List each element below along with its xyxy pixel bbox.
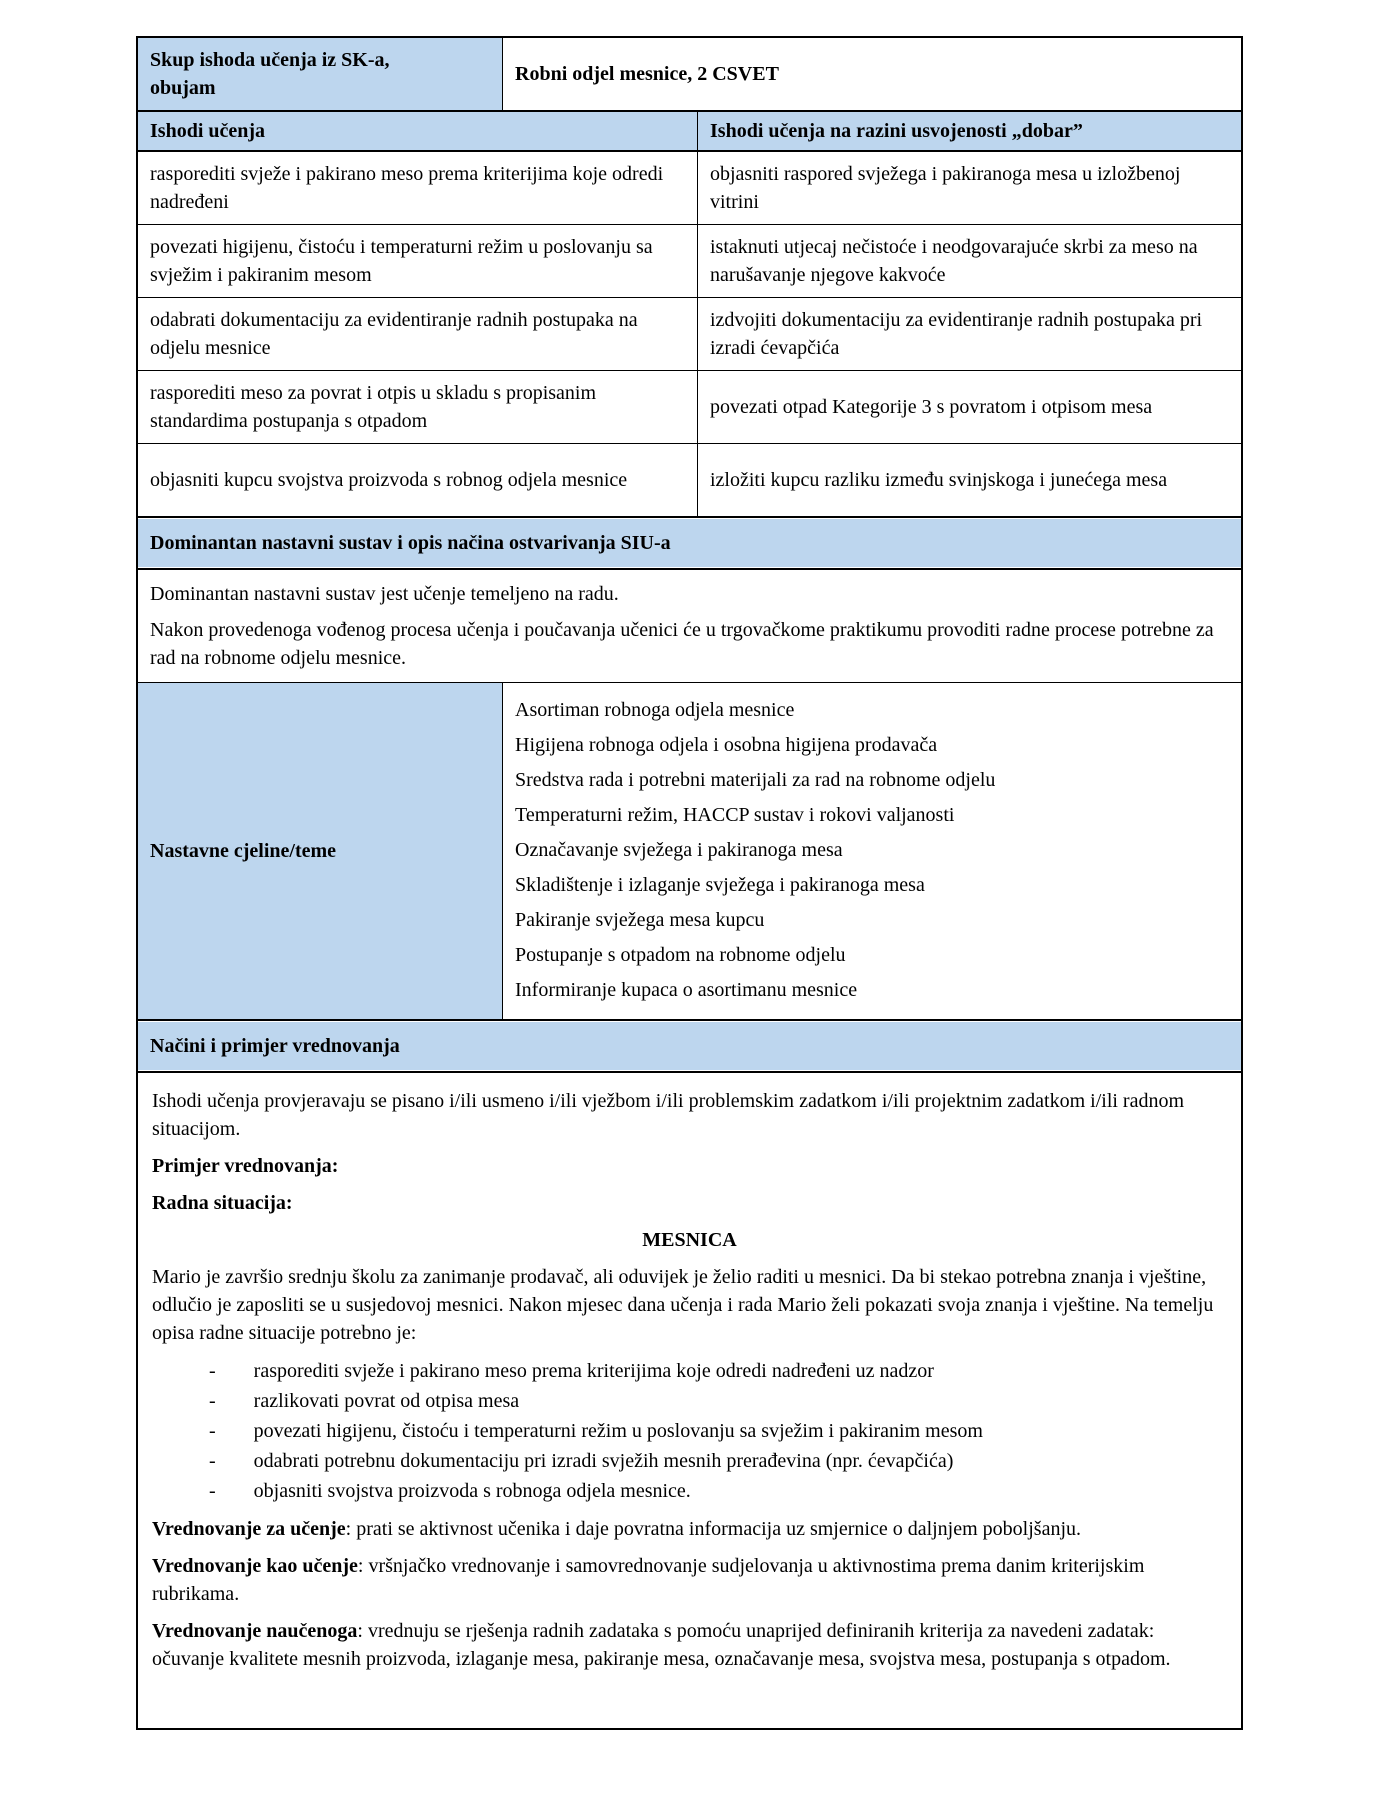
evaluation-situation-label: Radna situacija: [152,1192,293,1214]
dash-bullet: - [209,1360,216,1382]
dash-bullet: - [209,1420,216,1442]
assessment-paragraph [152,1552,1227,1608]
outcome-right-text: izložiti kupcu razliku između svinjskoga i junećega mesa [710,469,1168,491]
task-list [152,1356,1227,1506]
evaluation-section-body [138,1073,1241,1728]
assessment-text: : prati se aktivnost učenika i daje povratna informacija uz smjernice o daljnjem poboljšanju. [345,1518,1082,1540]
outcome-left [138,444,697,516]
assessment-lead: Vrednovanje za učenje [152,1518,346,1540]
units-row [138,683,1241,1020]
outcome-right [697,225,1241,297]
outcome-row-3 [138,298,1241,371]
outcome-row-2 [138,225,1241,298]
outcome-row-1 [138,152,1241,225]
evaluation-scenario: Mario je završio srednju školu za zanimanje prodavač, ali oduvijek je želio raditi u mesnici. Da bi stekao potrebna znanja i vještine, odlučio je zaposliti se u susjedovoj mesnici. Nakon mjesec dana učenja i rada Mario želi pokazati svoja znanja i vještine. Na temelju opisa radne situacije potrebno je: [152,1266,1214,1344]
topics-cell [502,683,1241,1019]
outcome-left-text: odabrati dokumentaciju za evidentiranje radnih postupaka na odjelu mesnice [150,309,638,359]
curriculum-table [136,36,1243,1730]
outcome-row-4 [138,371,1241,444]
units-label: Nastavne cjeline/teme [150,840,337,862]
dash-bullet: - [209,1390,216,1412]
evaluation-situation-title: MESNICA [642,1229,737,1251]
outcomes-header-row [138,112,1241,152]
outcome-right-text: povezati otpad Kategorije 3 s povratom i otpisom mesa [710,396,1153,418]
meta-value-cell [502,38,1241,110]
dominant-section-body [138,570,1241,683]
task-item [152,1416,1227,1446]
assessment-paragraph [152,1515,1227,1543]
meta-label-line2: obujam [150,77,216,99]
outcomes-header-left: Ishodi učenja [138,112,697,150]
topic-item: Označavanje svježega i pakiranoga mesa [515,839,843,861]
assessment-text: : vrednuju se rješenja radnih zadataka s pomoću unaprijed definiranih kriterija za navedeni zadatak: očuvanje kvalitete mesnih proizvoda, izlaganje mesa, pakiranje mesa, označavanje mesa, svojstva mesa, postupanja s otpadom. [152,1620,1171,1670]
outcome-left-text: objasniti kupcu svojstva proizvoda s robnog odjela mesnice [150,469,628,491]
meta-label-line1: Skup ishoda učenja iz SK-a, [150,49,390,71]
evaluation-intro: Ishodi učenja provjeravaju se pisano i/ili usmeno i/ili vježbom i/ili problemskim zadatkom i/ili projektnim zadatkom i/ili radnom situacijom. [152,1090,1185,1140]
outcome-row-5 [138,444,1241,517]
topic-item: Skladištenje i izlaganje svježega i pakiranoga mesa [515,874,925,896]
task-text: razlikovati povrat od otpisa mesa [253,1390,520,1412]
outcome-right [697,152,1241,224]
meta-row [138,38,1241,112]
assessment-lead: Vrednovanje kao učenje [152,1555,358,1577]
topic-item: Temperaturni režim, HACCP sustav i rokovi valjanosti [515,804,955,826]
outcome-left [138,152,697,224]
outcome-right-text: izdvojiti dokumentaciju za evidentiranje radnih postupaka pri izradi ćevapčića [710,309,1203,359]
outcomes-header-right: Ishodi učenja na razini usvojenosti „dobar” [697,112,1241,150]
dominant-paragraph-2: Nakon provedenoga vođenog procesa učenja i poučavanja učenici će u trgovačkome praktikumu provoditi radne procese potrebne za rad na robnome odjelu mesnice. [150,619,1214,669]
outcome-left-text: povezati higijenu, čistoću i temperaturni režim u poslovanju sa svježim i pakiranim mesom [150,236,653,286]
assessment-paragraph [152,1617,1227,1673]
task-text: rasporediti svježe i pakirano meso prema kriterijima koje odredi nadređeni uz nadzor [253,1360,934,1382]
outcome-right-text: objasniti raspored svježega i pakiranoga mesa u izložbenoj vitrini [710,163,1181,213]
task-item [152,1386,1227,1416]
topic-item: Sredstva rada i potrebni materijali za rad na robnome odjelu [515,769,996,791]
task-item [152,1476,1227,1506]
assessment-text: : vršnjačko vrednovanje i samovrednovanje sudjelovanja u aktivnostima prema danim kriterijskim rubrikama. [152,1555,1145,1605]
outcome-left [138,371,697,443]
outcome-right [697,444,1241,516]
evaluation-example-label: Primjer vrednovanja: [152,1155,339,1177]
task-item [152,1446,1227,1476]
task-text: povezati higijenu, čistoću i temperaturni režim u poslovanju sa svježim i pakiranim mesom [253,1420,983,1442]
outcome-right [697,298,1241,370]
dominant-section-title: Dominantan nastavni sustav i opis načina ostvarivanja SIU-a [138,519,1241,567]
outcome-left [138,225,697,297]
topic-item: Postupanje s otpadom na robnome odjelu [515,944,846,966]
task-text: odabrati potrebnu dokumentaciju pri izradi svježih mesnih prerađevina (npr. ćevapčića) [253,1450,954,1472]
outcome-left [138,298,697,370]
topic-item: Higijena robnoga odjela i osobna higijena prodavača [515,734,938,756]
dash-bullet: - [209,1480,216,1502]
assessment-lead: Vrednovanje naučenoga [152,1620,358,1642]
outcome-left-text: rasporediti meso za povrat i otpis u skladu s propisanim standardima postupanja s otpadom [150,382,597,432]
units-label-cell [138,683,502,1019]
evaluation-section-title: Načini i primjer vrednovanja [138,1022,1241,1070]
topic-item: Informiranje kupaca o asortimanu mesnice [515,979,858,1001]
dash-bullet: - [209,1450,216,1472]
dominant-paragraph-1: Dominantan nastavni sustav jest učenje temeljeno na radu. [150,583,619,605]
evaluation-section-title-row [138,1020,1241,1073]
meta-value: Robni odjel mesnice, 2 CSVET [515,63,779,85]
outcome-left-text: rasporediti svježe i pakirano meso prema kriterijima koje odredi nadređeni [150,163,664,213]
task-text: objasniti svojstva proizvoda s robnoga odjela mesnice. [253,1480,691,1502]
topic-item: Asortiman robnoga odjela mesnice [515,699,795,721]
outcome-right [697,371,1241,443]
task-item [152,1356,1227,1386]
outcome-right-text: istaknuti utjecaj nečistoće i neodgovarajuće skrbi za meso na narušavanje njegove kakvoće [710,236,1198,286]
meta-label-cell [138,38,502,110]
topic-item: Pakiranje svježega mesa kupcu [515,909,765,931]
dominant-section-title-row [138,517,1241,570]
